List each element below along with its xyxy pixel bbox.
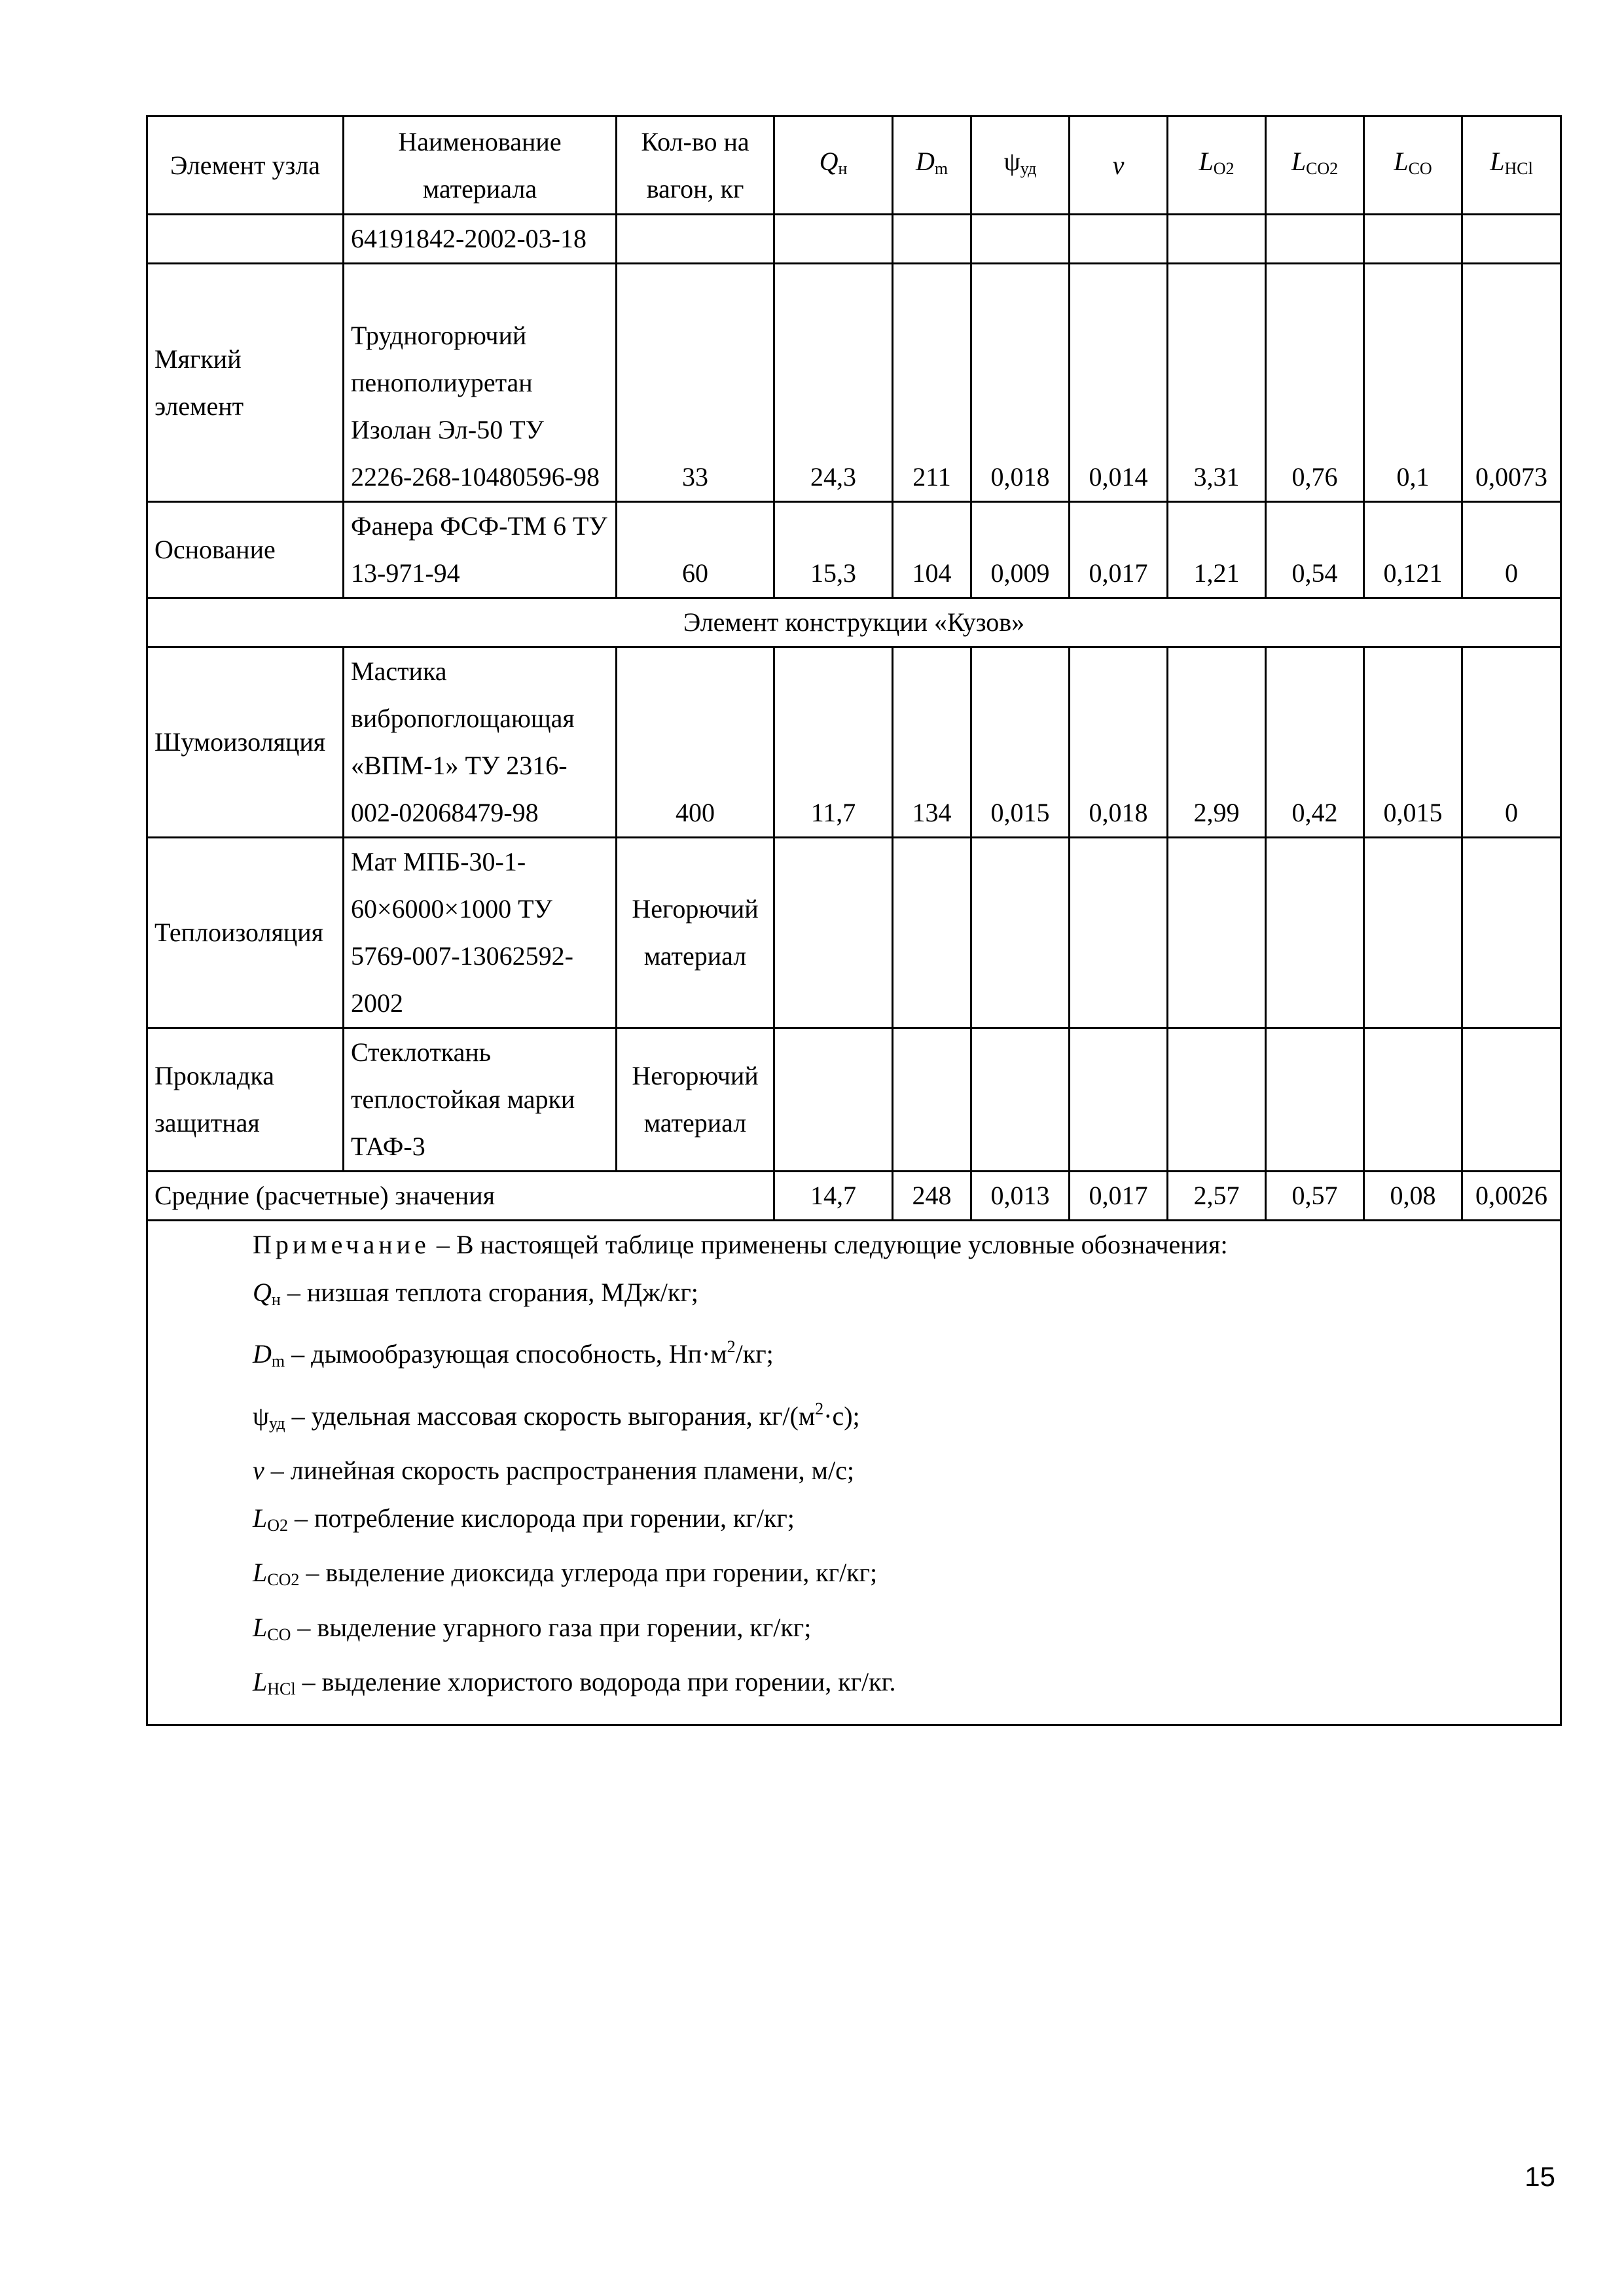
note-d: $D_m$ – дымообразующая способность, $Нп\cdot м^2/кг$; bbox=[253, 1337, 774, 1371]
header-row bbox=[147, 117, 1561, 215]
psi-cell: 0,009 bbox=[971, 502, 1070, 598]
v-cell: 0,017 bbox=[1070, 502, 1168, 598]
table-row-thermal-insulation bbox=[147, 838, 1561, 1028]
header-lo2: $L_{O2}$ bbox=[1168, 117, 1266, 215]
psi-cell: 0,018 bbox=[971, 264, 1070, 502]
v-cell: 0,018 bbox=[1070, 647, 1168, 838]
lo2-cell: 2,99 bbox=[1168, 647, 1266, 838]
table-row-base bbox=[147, 502, 1561, 598]
section-heading: Элемент конструкции «Кузов» bbox=[147, 598, 1561, 647]
element-cell: Прокладка защитная bbox=[147, 1028, 344, 1172]
lhcl-cell: 0,0073 bbox=[1462, 264, 1561, 502]
material-cell: Трудногорючий пенополиуретан Изолан Эл-50 ТУ 2226-268-10480596-98 bbox=[344, 264, 617, 502]
lo2-cell: 2,57 bbox=[1168, 1172, 1266, 1221]
note-psi: $\psi_{уд}$ – удельная массовая скорость выгорания, $кг/(м^2\cdot с)$; bbox=[253, 1399, 860, 1433]
element-cell: Мягкий элемент bbox=[147, 264, 344, 502]
table-row-noise-insulation bbox=[147, 647, 1561, 838]
qty-cell: 60 bbox=[617, 502, 774, 598]
section-row bbox=[147, 598, 1561, 647]
psi-cell: 0,013 bbox=[971, 1172, 1070, 1221]
v-cell: 0,014 bbox=[1070, 264, 1168, 502]
element-cell: Шумоизоляция bbox=[147, 647, 344, 838]
material-cell: Мат МПБ-30-1-60×6000×1000 ТУ 5769-007-13062592-2002 bbox=[344, 838, 617, 1028]
lco-cell: 0,1 bbox=[1364, 264, 1462, 502]
page-number: 15 bbox=[1525, 2161, 1555, 2192]
element-cell: Теплоизоляция bbox=[147, 838, 344, 1028]
table-row-protective-gasket bbox=[147, 1028, 1561, 1172]
header-psi: $\psi_{уд}$ bbox=[971, 117, 1070, 215]
header-v: v bbox=[1070, 117, 1168, 215]
header-element: Элемент узла bbox=[147, 117, 344, 215]
qty-cell: 33 bbox=[617, 264, 774, 502]
material-cell: 64191842-2002-03-18 bbox=[344, 215, 617, 264]
note-v: v – линейная скорость распространения пламени, м/с; bbox=[253, 1456, 854, 1485]
lco2-cell: 0,57 bbox=[1266, 1172, 1364, 1221]
table-row-average bbox=[147, 1172, 1561, 1221]
note-lco2: $L_{CO2}$ – выделение диоксида углерода при горении, кг/кг; bbox=[253, 1558, 878, 1589]
notes-row bbox=[147, 1221, 1561, 1725]
table-row-continuation bbox=[147, 215, 1561, 264]
header-lhcl: $L_{HCl}$ bbox=[1462, 117, 1561, 215]
lco-cell: 0,015 bbox=[1364, 647, 1462, 838]
element-cell: Основание bbox=[147, 502, 344, 598]
header-q: $Q_н$ bbox=[774, 117, 893, 215]
note-q: $Q_н$ – низшая теплота сгорания, МДж/кг; bbox=[253, 1277, 698, 1309]
header-lco: $L_{CO}$ bbox=[1364, 117, 1462, 215]
material-cell: Стеклоткань теплостойкая марки ТАФ-3 bbox=[344, 1028, 617, 1172]
lco2-cell: 0,76 bbox=[1266, 264, 1364, 502]
average-label: Средние (расчетные) значения bbox=[147, 1172, 774, 1221]
table-row-soft-element bbox=[147, 264, 1561, 502]
note-lco: $L_{CO}$ – выделение угарного газа при горении, кг/кг; bbox=[253, 1612, 812, 1644]
lhcl-cell: 0 bbox=[1462, 502, 1561, 598]
lo2-cell: 1,21 bbox=[1168, 502, 1266, 598]
header-lco2: $L_{CO2}$ bbox=[1266, 117, 1364, 215]
lo2-cell: 3,31 bbox=[1168, 264, 1266, 502]
q-cell: 15,3 bbox=[774, 502, 893, 598]
qty-cell: Негорючий материал bbox=[617, 1028, 774, 1172]
qty-cell: 400 bbox=[617, 647, 774, 838]
psi-cell: 0,015 bbox=[971, 647, 1070, 838]
qty-cell: Негорючий материал bbox=[617, 838, 774, 1028]
q-cell: 14,7 bbox=[774, 1172, 893, 1221]
header-d: $D_m$ bbox=[893, 117, 971, 215]
lco-cell: 0,121 bbox=[1364, 502, 1462, 598]
materials-table bbox=[146, 115, 1562, 1726]
material-cell: Фанера ФСФ-ТМ 6 ТУ 13-971-94 bbox=[344, 502, 617, 598]
lco2-cell: 0,42 bbox=[1266, 647, 1364, 838]
header-qty: Кол-во на вагон, кг bbox=[617, 117, 774, 215]
q-cell: 24,3 bbox=[774, 264, 893, 502]
material-cell: Мастика вибропоглощающая «ВПМ-1» ТУ 2316-002-02068479-98 bbox=[344, 647, 617, 838]
note-lhcl: $L_{HCl}$ – выделение хлористого водорода при горении, кг/кг. bbox=[253, 1667, 896, 1698]
d-cell: 104 bbox=[893, 502, 971, 598]
lco-cell: 0,08 bbox=[1364, 1172, 1462, 1221]
note-intro: Примечание – В настоящей таблице применены следующие условные обозначения: bbox=[253, 1230, 1228, 1259]
lhcl-cell: 0,0026 bbox=[1462, 1172, 1561, 1221]
notes-cell bbox=[147, 1221, 1561, 1725]
note-lo2: $L_{O2}$ – потребление кислорода при горении, кг/кг; bbox=[253, 1503, 795, 1535]
lco2-cell: 0,54 bbox=[1266, 502, 1364, 598]
header-material: Наименование материала bbox=[344, 117, 617, 215]
d-cell: 211 bbox=[893, 264, 971, 502]
lhcl-cell: 0 bbox=[1462, 647, 1561, 838]
note-title: Примечание bbox=[253, 1230, 430, 1259]
v-cell: 0,017 bbox=[1070, 1172, 1168, 1221]
d-cell: 134 bbox=[893, 647, 971, 838]
d-cell: 248 bbox=[893, 1172, 971, 1221]
q-cell: 11,7 bbox=[774, 647, 893, 838]
